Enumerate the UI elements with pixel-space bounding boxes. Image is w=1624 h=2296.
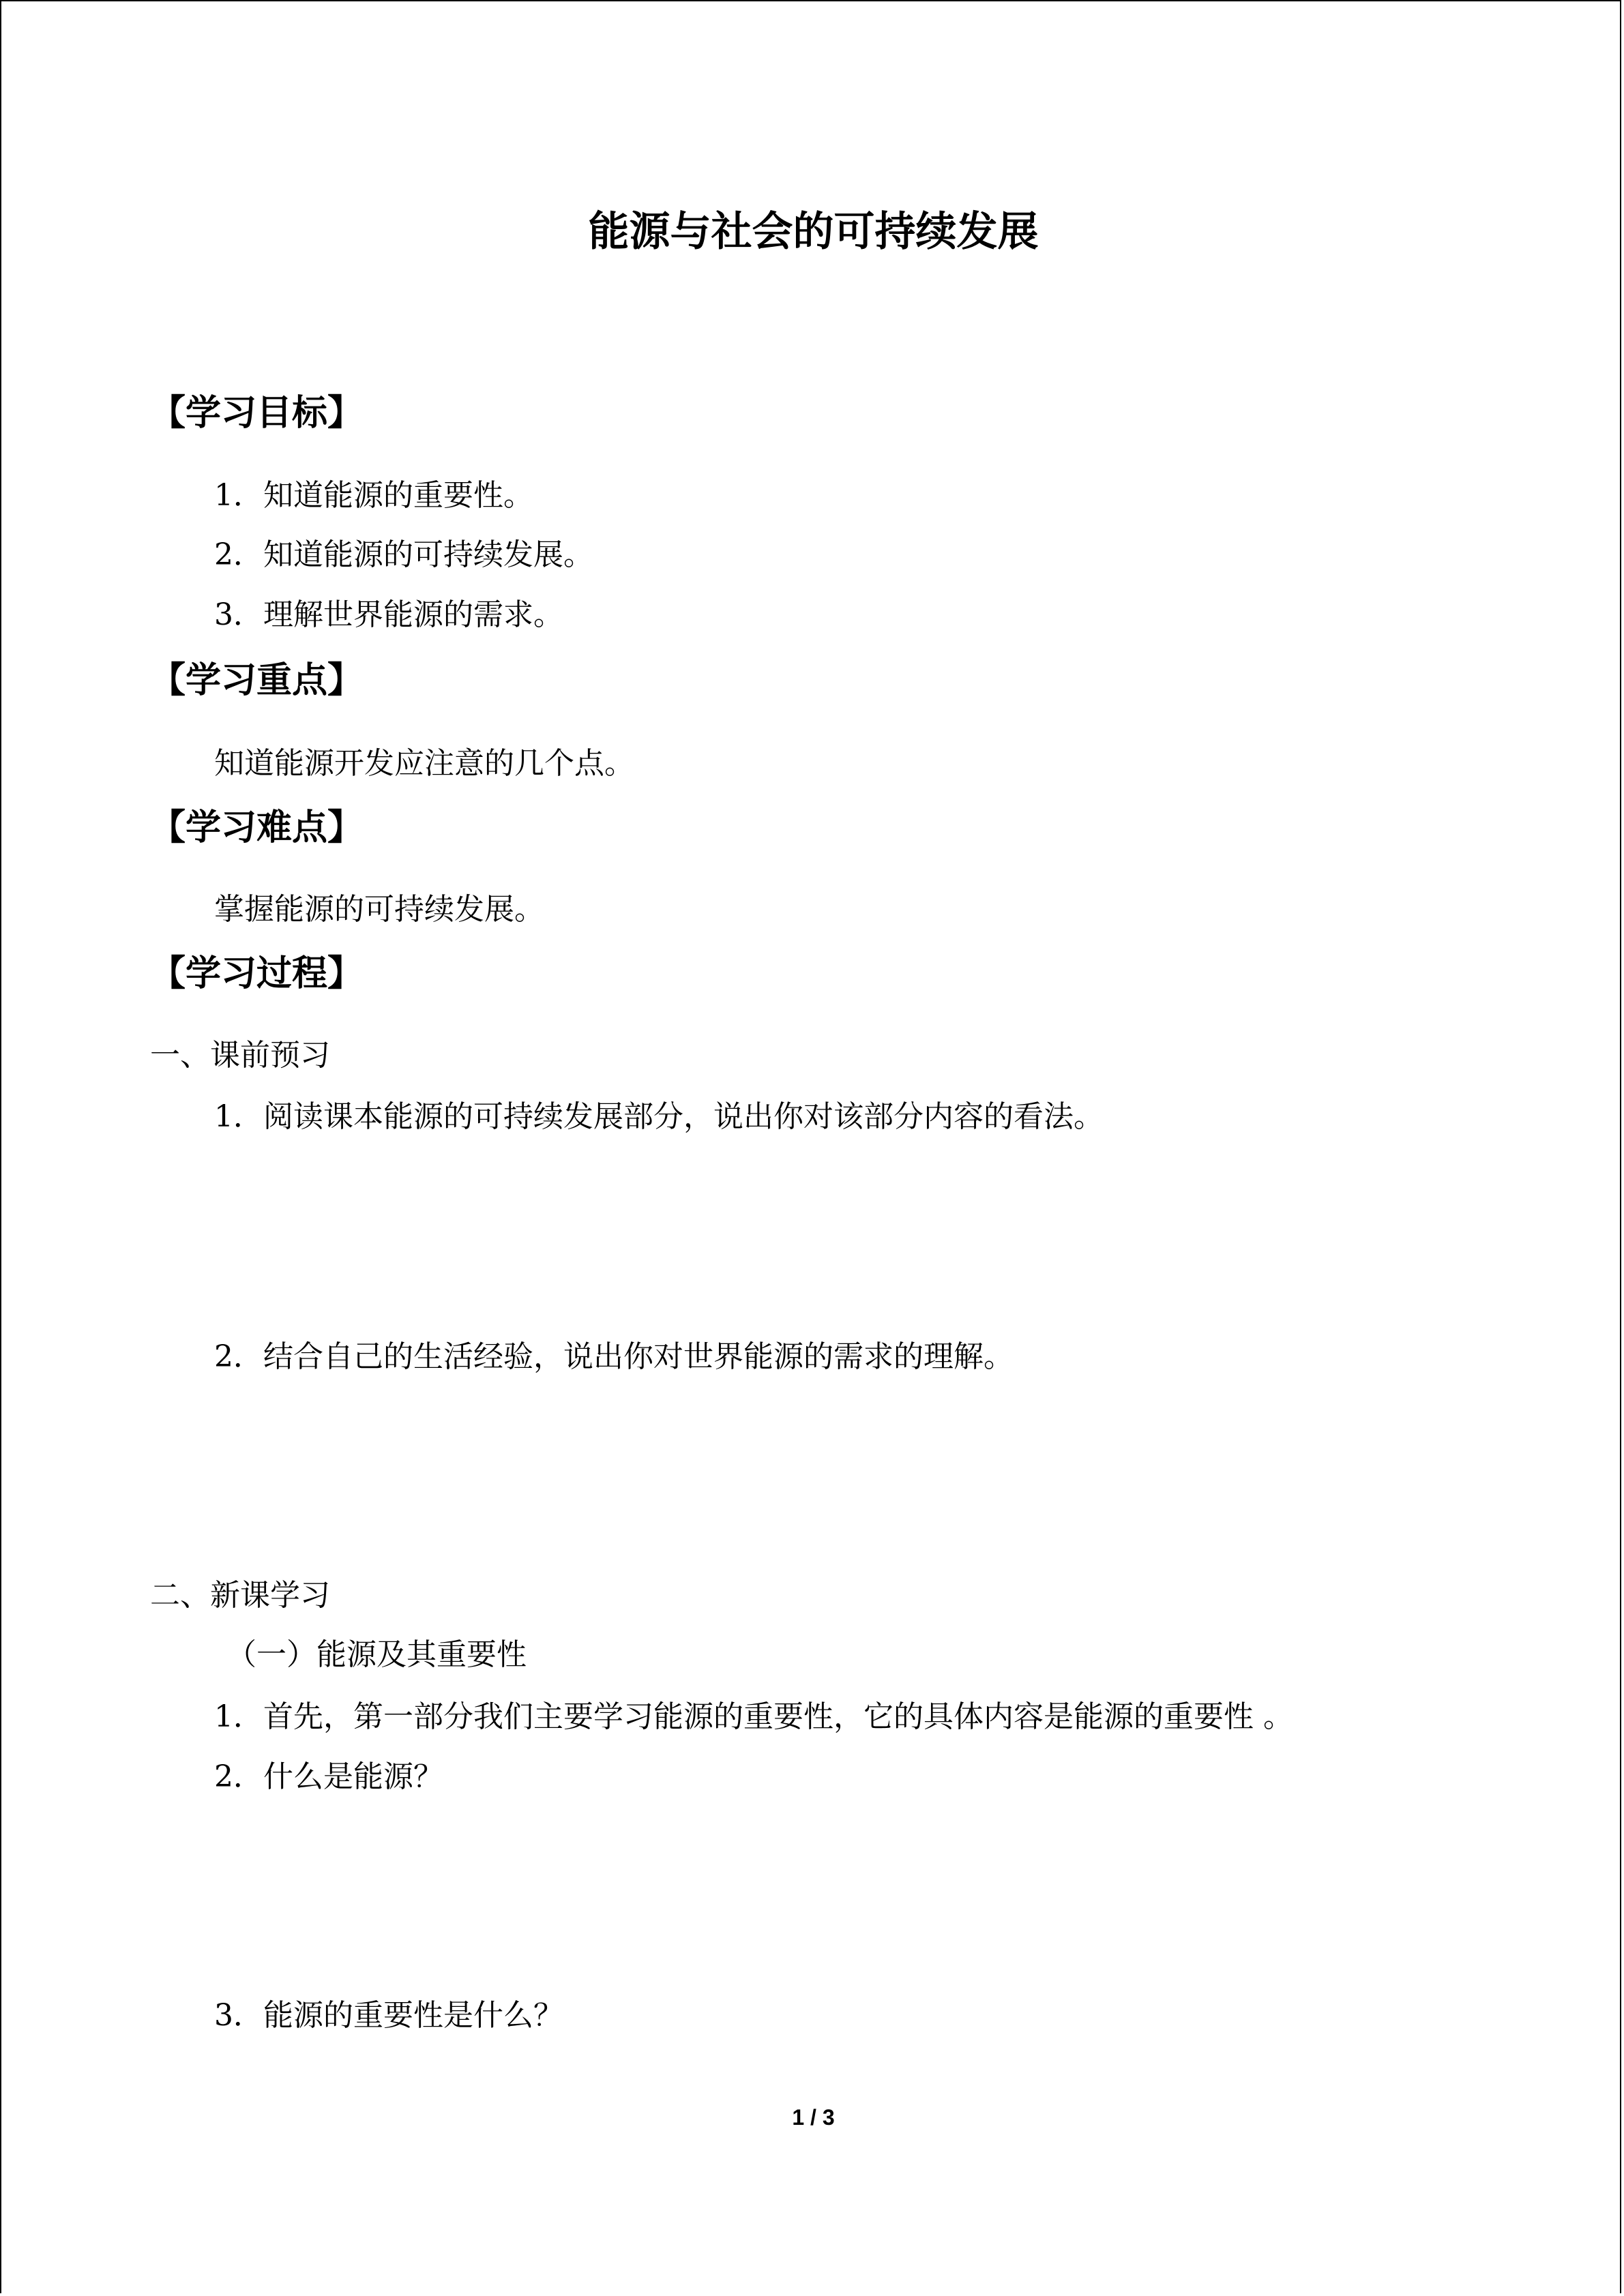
objective-item [214, 537, 593, 572]
objective-item [214, 478, 533, 513]
item-text: 知道能源的重要性。 [263, 478, 533, 513]
new-lesson-label: 二、新课学习 [150, 1578, 330, 1613]
item-number: 2． [214, 537, 263, 572]
key-points-text: 知道能源开发应注意的几个点。 [214, 746, 634, 781]
item-text: 什么是能源？ [263, 1759, 443, 1794]
item-text: 结合自己的生活经验，说出你对世界能源的需求的理解。 [263, 1339, 1014, 1374]
page-number: 1 / 3 [792, 2105, 835, 2130]
item-number: 1． [214, 1699, 263, 1734]
item-number: 3． [214, 1998, 263, 2033]
item-text: 首先，第一部分我们主要学习能源的重要性，它的具体内容是能源的重要性 。 [263, 1699, 1293, 1734]
item-number: 2． [214, 1339, 263, 1374]
objective-item [214, 597, 563, 632]
item-text: 能源的重要性是什么？ [263, 1998, 563, 2033]
process-heading: 【学习过程】 [150, 953, 364, 994]
difficulties-heading: 【学习难点】 [150, 807, 364, 848]
new-lesson-item [214, 1759, 443, 1794]
difficulties-text: 掌握能源的可持续发展。 [214, 892, 544, 927]
item-number: 1． [214, 1099, 263, 1134]
key-points-heading: 【学习重点】 [150, 660, 364, 701]
new-lesson-item [214, 1998, 563, 2033]
item-number: 3． [214, 597, 263, 632]
new-lesson-item [214, 1699, 1293, 1734]
item-text: 知道能源的可持续发展。 [263, 537, 593, 572]
item-number: 1． [214, 478, 263, 513]
objectives-heading: 【学习目标】 [150, 393, 364, 434]
preview-item [214, 1099, 1104, 1134]
item-number: 2． [214, 1759, 263, 1794]
new-lesson-subsection: （一）能源及其重要性 [226, 1637, 527, 1672]
preview-item [214, 1339, 1014, 1374]
item-text: 阅读课本能源的可持续发展部分，说出你对该部分内容的看法。 [263, 1099, 1104, 1134]
item-text: 理解世界能源的需求。 [263, 597, 563, 632]
preview-label: 一、课前预习 [150, 1038, 330, 1073]
document-title: 能源与社会的可持续发展 [588, 208, 1039, 256]
